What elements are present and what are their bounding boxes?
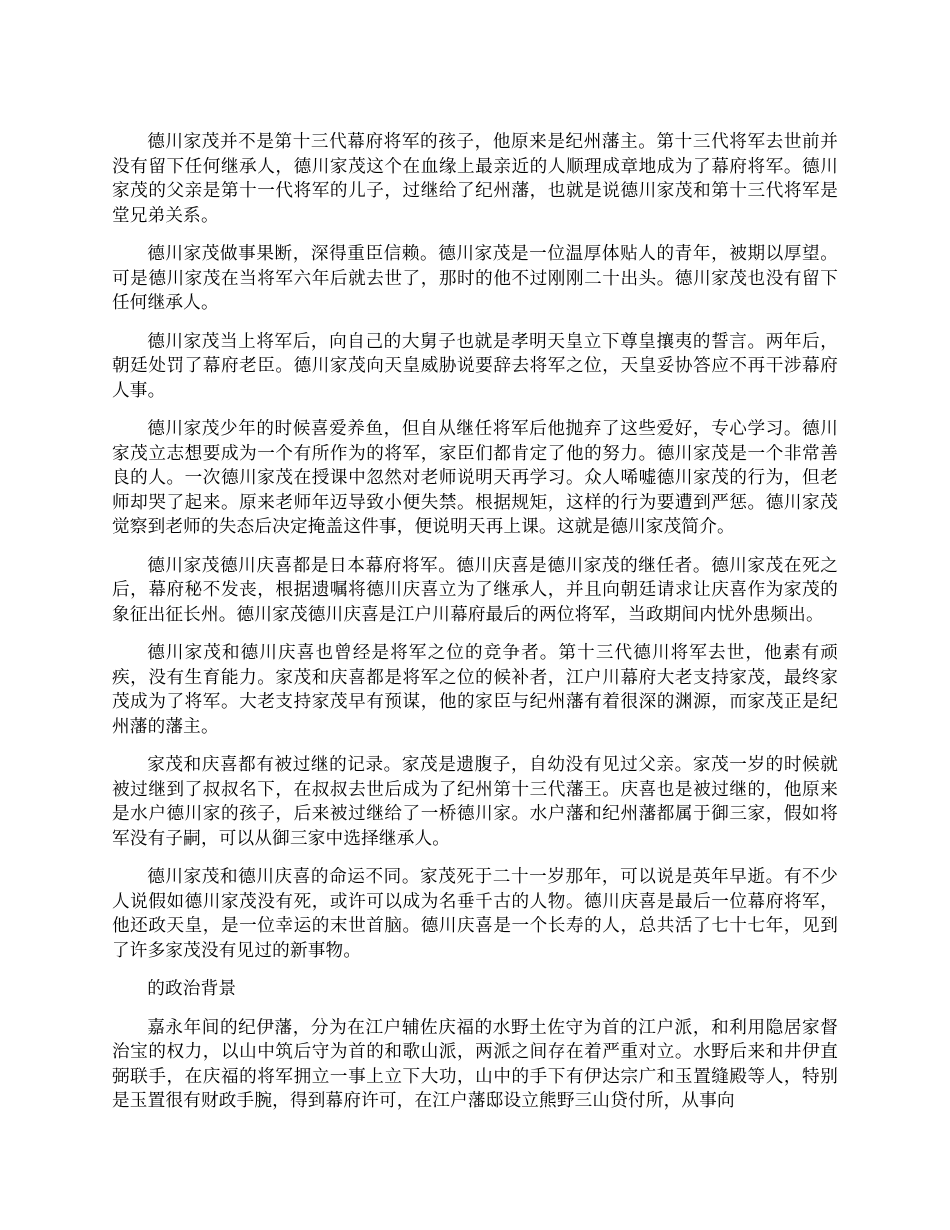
- paragraph-2: 德川家茂做事果断，深得重臣信赖。德川家茂是一位温厚体贴人的青年，被期以厚望。可是德川家茂在当将军六年后就去世了，那时的他不过刚刚二十出头。德川家茂也没有留下任何继承人。: [112, 244, 838, 313]
- paragraph-4: 德川家茂少年的时候喜爱养鱼，但自从继任将军后他抛弃了这些爱好，专心学习。德川家茂立志想要成为一个有所作为的将军，家臣们都肯定了他的努力。德川家茂是一个非常善良的人。一次德川家茂在授课中忽然对老师说明天再学习。众人唏嘘德川家茂的行为，但老师却哭了起来。原来老师年迈导致小便失禁。根据规矩，这样的行为要遭到严惩。德川家茂觉察到老师的失态后决定掩盖这件事，便说明天再上课。这就是德川家茂简介。: [112, 419, 838, 537]
- section-heading: 的政治背景: [147, 979, 237, 999]
- paragraph-9: 嘉永年间的纪伊藩，分为在江户辅佐庆福的水野土佐守为首的江户派，和利用隐居家督治宝的权力，以山中筑后守为首的和歌山派，两派之间存在着严重对立。水野后来和井伊直弼联手，在庆福的将军拥立一事上立下大功，山中的手下有伊达宗广和玉置缝殿等人，特别是玉置很有财政手腕，得到幕府许可，在江户藩邸设立熊野三山贷付所，从事向: [112, 1017, 838, 1111]
- paragraph-7: 家茂和庆喜都有被过继的记录。家茂是遗腹子，自幼没有见过父亲。家茂一岁的时候就被过继到了叔叔名下，在叔叔去世后成为了纪州第十三代藩王。庆喜也是被过继的，他原来是水户德川家的孩子，后来被过继给了一桥德川家。水户藩和纪州藩都属于御三家，假如将军没有子嗣，可以从御三家中选择继承人。: [112, 755, 838, 849]
- paragraph-8: 德川家茂和德川庆喜的命运不同。家茂死于二十一岁那年，可以说是英年早逝。有不少人说假如德川家茂没有死，或许可以成为名垂千古的人物。德川庆喜是最后一位幕府将军，他还政天皇，是一位幸运的末世首脑。德川庆喜是一个长寿的人，总共活了七十七年，见到了许多家茂没有见过的新事物。: [112, 867, 838, 961]
- paragraph-1: 德川家茂并不是第十三代幕府将军的孩子，他原来是纪州藩主。第十三代将军去世前并没有留下任何继承人，德川家茂这个在血缘上最亲近的人顺理成章地成为了幕府将军。德川家茂的父亲是第十一代将军的儿子，过继给了纪州藩，也就是说德川家茂和第十三代将军是堂兄弟关系。: [112, 132, 838, 226]
- document-body: [112, 130, 838, 1128]
- paragraph-3: 德川家茂当上将军后，向自己的大舅子也就是孝明天皇立下尊皇攘夷的誓言。两年后，朝廷处罚了幕府老臣。德川家茂向天皇威胁说要辞去将军之位，天皇妥协答应不再干涉幕府人事。: [112, 331, 838, 401]
- paragraph-6: 德川家茂和德川庆喜也曾经是将军之位的竞争者。第十三代德川将军去世，他素有顽疾，没有生育能力。家茂和庆喜都是将军之位的候补者，江户川幕府大老支持家茂，最终家茂成为了将军。大老支持家茂早有预谋，他的家臣与纪州藩有着很深的渊源，而家茂正是纪州藩的藩主。: [112, 643, 838, 737]
- paragraph-5: 德川家茂德川庆喜都是日本幕府将军。德川庆喜是德川家茂的继任者。德川家茂在死之后，幕府秘不发丧，根据遗嘱将德川庆喜立为了继承人，并且向朝廷请求让庆喜作为家茂的象征出征长州。德川家茂德川庆喜是江户川幕府最后的两位将军，当政期间内忧外患频出。: [112, 555, 838, 625]
